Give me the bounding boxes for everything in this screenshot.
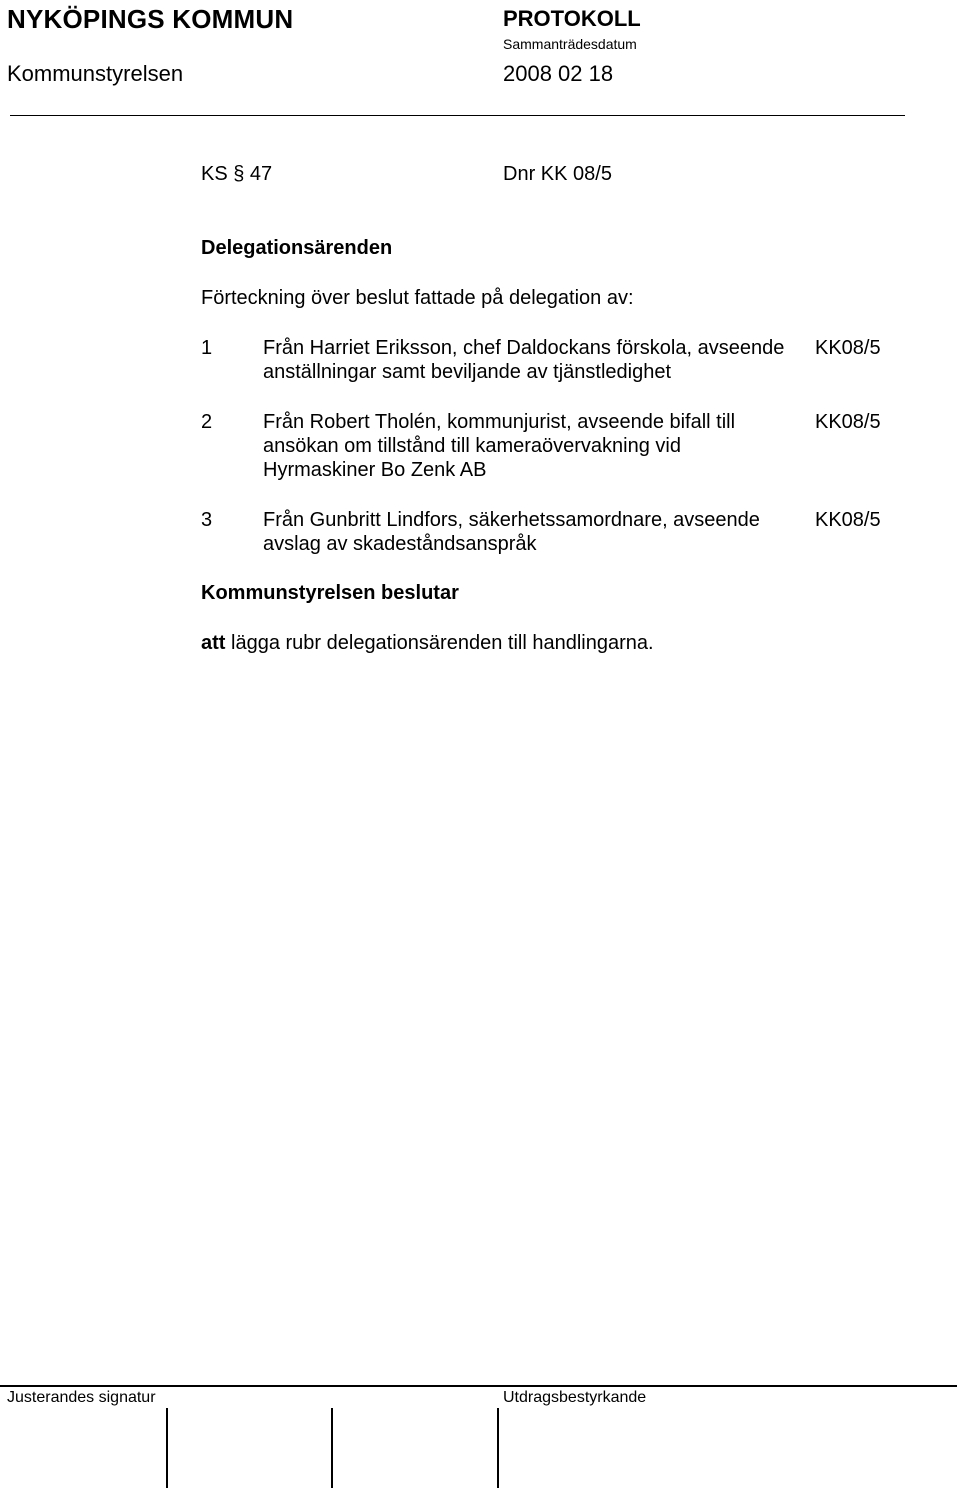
case-paragraph-number: KS § 47 xyxy=(201,163,273,185)
meeting-date-label: Sammanträdesdatum xyxy=(503,36,637,52)
decision-heading: Kommunstyrelsen beslutar xyxy=(201,582,459,604)
list-item-reference: KK08/5 xyxy=(815,509,881,531)
list-item-reference: KK08/5 xyxy=(815,411,881,433)
decision-att: att xyxy=(201,632,226,654)
committee-name: Kommunstyrelsen xyxy=(7,61,184,86)
extract-certification-label: Utdragsbestyrkande xyxy=(503,1389,647,1406)
intro-text: Förteckning över beslut fattade på delegation av: xyxy=(201,287,634,309)
list-item-text: Från Robert Tholén, kommunjurist, avseende bifall till ansökan om tillstånd till kameraövervakning vid Hyrmaskiner Bo Zenk AB xyxy=(263,411,736,481)
header-divider xyxy=(10,115,905,116)
list-item-number: 3 xyxy=(201,509,213,531)
signature-box-divider xyxy=(166,1408,168,1488)
list-item-text: Från Gunbritt Lindfors, säkerhetssamordnare, avseende avslag av skadeståndsanspråk xyxy=(263,509,760,555)
meeting-date: 2008 02 18 xyxy=(503,61,614,86)
footer-divider xyxy=(0,1385,957,1387)
list-item-number: 2 xyxy=(201,411,213,433)
section-title: Delegationsärenden xyxy=(201,237,393,259)
organization-name: NYKÖPINGS KOMMUN xyxy=(7,4,294,34)
case-registration-number: Dnr KK 08/5 xyxy=(503,163,612,185)
list-item-text: Från Harriet Eriksson, chef Daldockans förskola, avseende anställningar samt beviljande av tjänstledighet xyxy=(263,337,785,383)
document-type: PROTOKOLL xyxy=(503,6,641,31)
signature-box-divider xyxy=(331,1408,333,1488)
decision-text xyxy=(201,631,654,655)
list-item-number: 1 xyxy=(201,337,213,359)
list-item-reference: KK08/5 xyxy=(815,337,881,359)
signature-label: Justerandes signatur xyxy=(7,1389,156,1406)
signature-box-divider xyxy=(497,1408,499,1488)
decision-body: lägga rubr delegationsärenden till handlingarna. xyxy=(225,632,654,654)
